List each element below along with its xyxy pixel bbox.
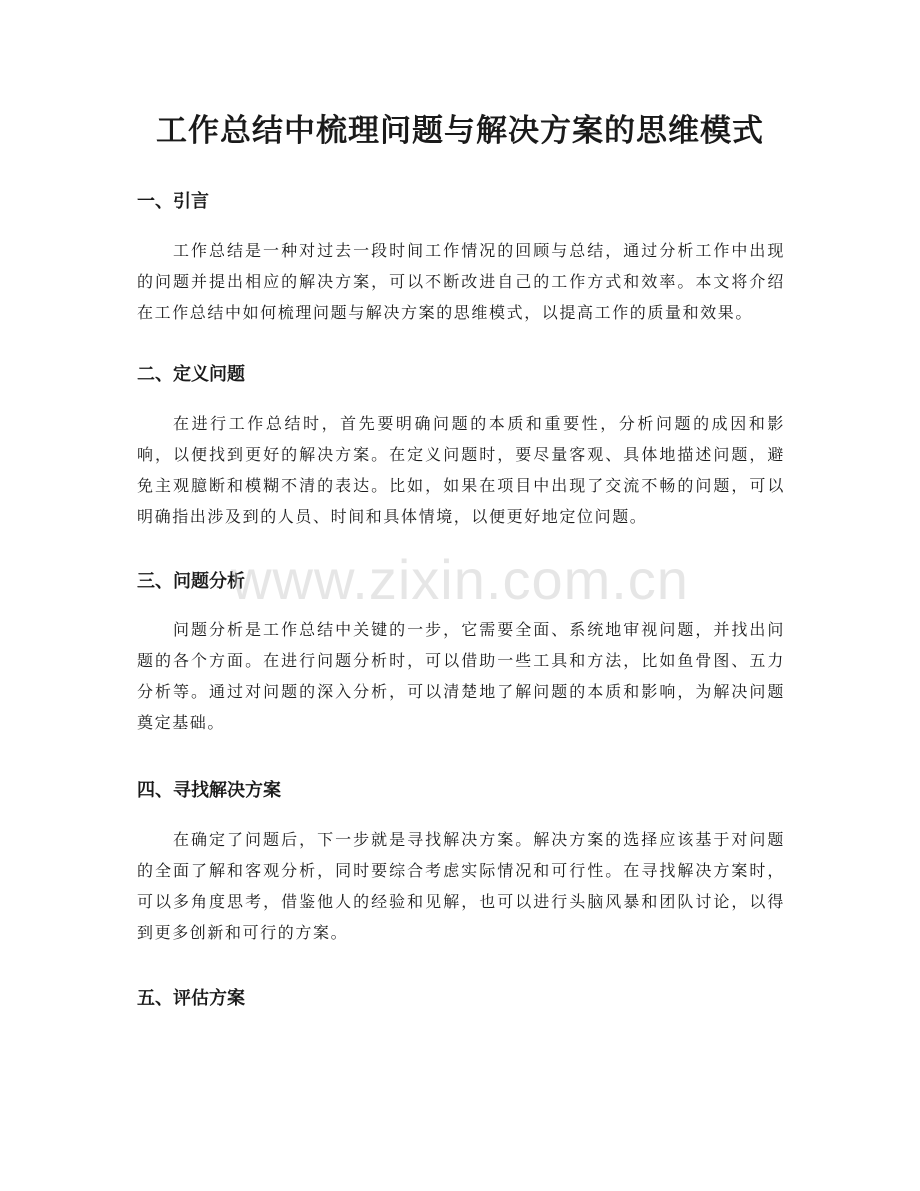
page-title: 工作总结中梳理问题与解决方案的思维模式 xyxy=(156,113,764,149)
section-paragraph-define-problem: 在进行工作总结时，首先要明确问题的本质和重要性，分析问题的成因和影响，以便找到更好的解决方案。在定义问题时，要尽量客观、具体地描述问题，避免主观臆断和模糊不清的表达。比如，如果在项目中出现了交流不畅的问题，可以明确指出涉及到的人员、时间和具体情境，以便更好地定位问题。 xyxy=(137,414,785,526)
section-heading-problem-analysis: 三、问题分析 xyxy=(137,571,245,592)
section-paragraph-intro: 工作总结是一种对过去一段时间工作情况的回顾与总结，通过分析工作中出现的问题并提出相应的解决方案，可以不断改进自己的工作方式和效率。本文将介绍在工作总结中如何梳理问题与解决方案的思维模式，以提高工作的质量和效果。 xyxy=(137,241,785,322)
section-heading-define-problem: 二、定义问题 xyxy=(137,364,245,385)
section-paragraph-problem-analysis: 问题分析是工作总结中关键的一步，它需要全面、系统地审视问题，并找出问题的各个方面。在进行问题分析时，可以借助一些工具和方法，比如鱼骨图、五力分析等。通过对问题的深入分析，可以清楚地了解问题的本质和影响，为解决问题奠定基础。 xyxy=(137,620,785,732)
section-heading-intro: 一、引言 xyxy=(137,191,209,212)
section-heading-evaluate-plan: 五、评估方案 xyxy=(137,988,245,1009)
section-paragraph-find-solutions: 在确定了问题后，下一步就是寻找解决方案。解决方案的选择应该基于对问题的全面了解和客观分析，同时要综合考虑实际情况和可行性。在寻找解决方案时，可以多角度思考，借鉴他人的经验和见解，也可以进行头脑风暴和团队讨论，以得到更多创新和可行的方案。 xyxy=(137,830,785,942)
watermark: www.zixin.com.cn xyxy=(231,548,689,611)
section-heading-find-solutions: 四、寻找解决方案 xyxy=(137,780,281,801)
